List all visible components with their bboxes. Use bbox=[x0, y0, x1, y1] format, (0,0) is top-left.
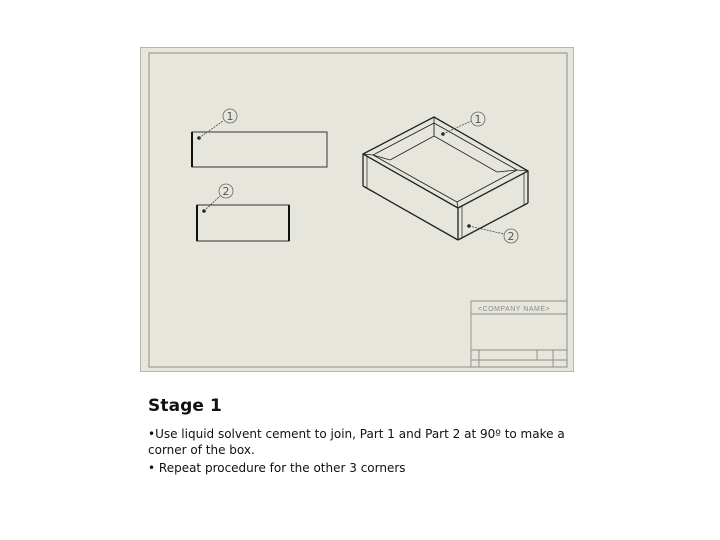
balloon-part2-flat bbox=[219, 184, 233, 198]
assembled-box-isometric bbox=[363, 117, 528, 240]
balloon-part1-flat bbox=[223, 109, 237, 123]
svg-text:2: 2 bbox=[507, 230, 515, 243]
stage-title: Stage 1 bbox=[148, 396, 222, 416]
part1-flat-view bbox=[192, 132, 327, 167]
svg-text:1: 1 bbox=[474, 113, 482, 126]
svg-text:1: 1 bbox=[226, 110, 234, 123]
part2-flat-view bbox=[197, 205, 289, 241]
drawing-sheet bbox=[140, 47, 574, 372]
svg-text:2: 2 bbox=[222, 185, 230, 198]
balloon-part1-box bbox=[471, 112, 485, 126]
instructions bbox=[148, 396, 588, 476]
technical-drawing bbox=[141, 48, 575, 373]
balloon-part2-box bbox=[504, 229, 518, 243]
instruction-line-1: •Use liquid solvent cement to join, Part 1 and Part 2 at 90º to make a corner of the box. bbox=[148, 427, 565, 457]
company-name: <COMPANY NAME> bbox=[478, 306, 551, 313]
drawing-frame bbox=[149, 53, 567, 367]
instruction-line-2: • Repeat procedure for the other 3 corners bbox=[148, 461, 406, 475]
